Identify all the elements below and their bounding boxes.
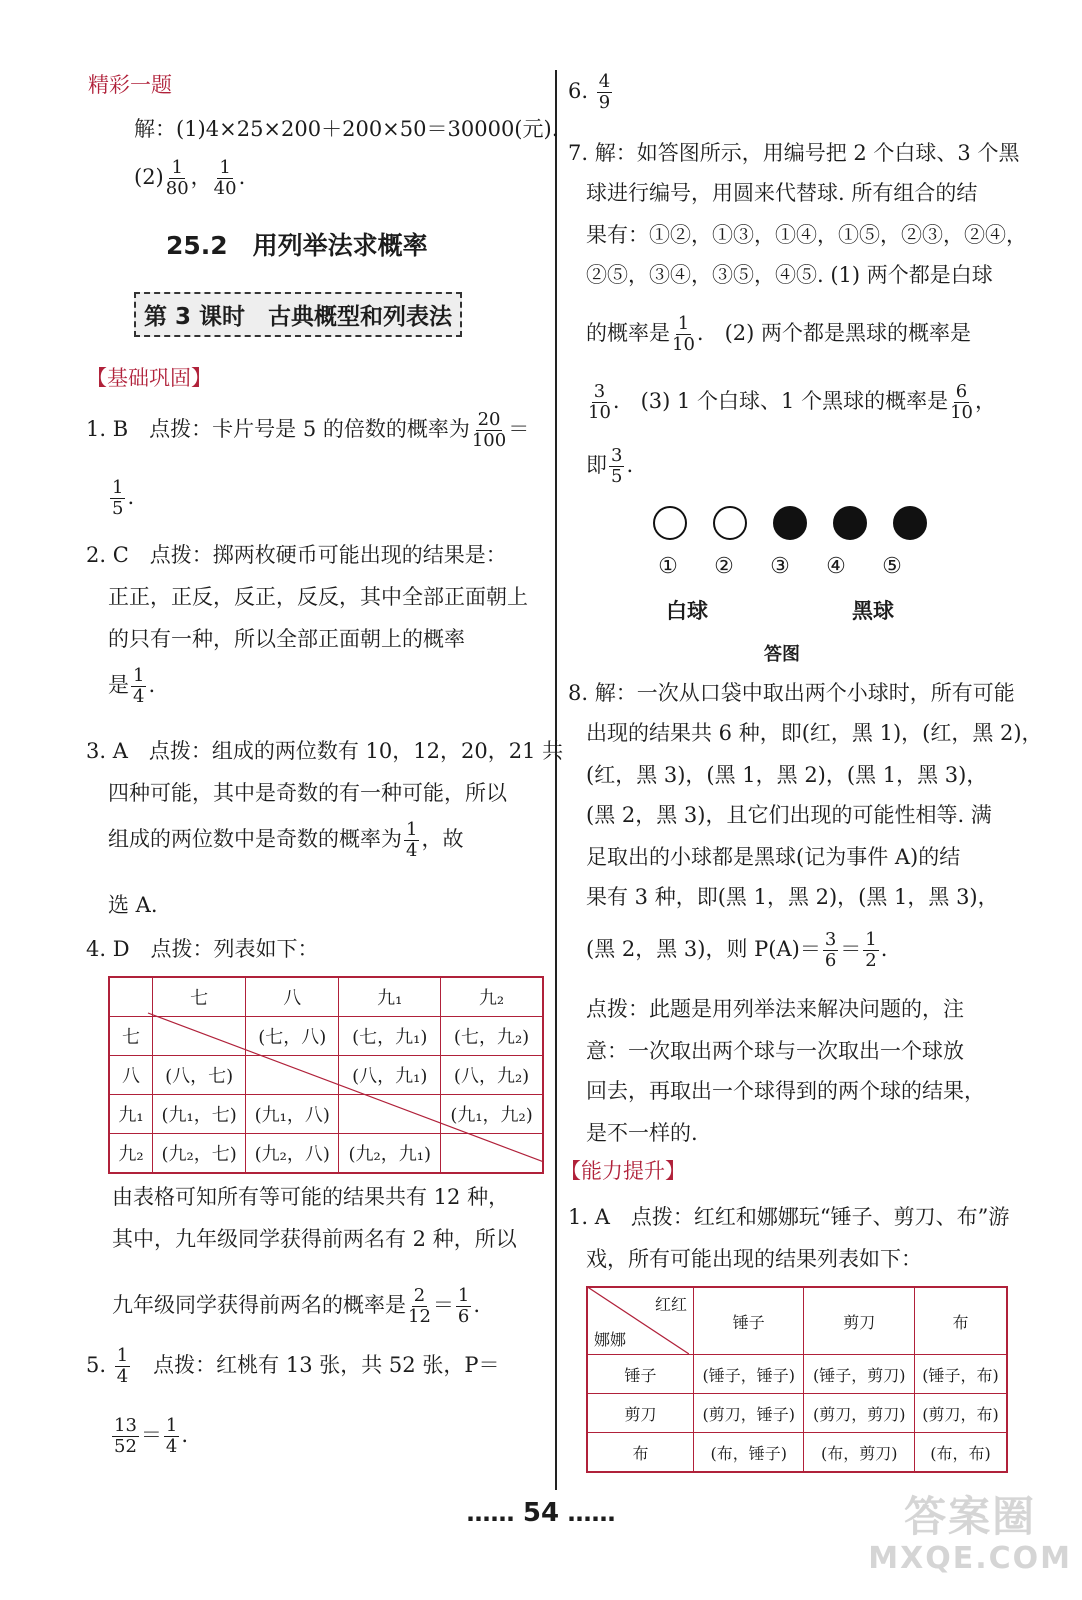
table-cell: (剪刀，布) [914,1394,1007,1433]
q8-line1: 8. 解：一次从口袋中取出两个小球时，所有可能 [568,681,1015,705]
black-ball-icon [773,506,807,540]
table-cell: 九₁ [109,1095,153,1134]
fraction: $\frac{13}{52}$ [114,1415,137,1457]
q7-line4: ②⑤，③④，③⑤，④⑤. (1) 两个都是白球 [586,263,993,287]
table-cell: 布 [587,1433,694,1473]
q3-line3: 组成的两位数中是奇数的概率为 $\frac{1}{4}$ ，故 [108,819,464,861]
table-cell: (布，锤子) [694,1433,804,1473]
fraction: $\frac{3}{10}$ [588,381,611,423]
fraction: $\frac{6}{10}$ [950,381,973,423]
table2 [586,1286,1008,1473]
fraction: $\frac{4}{9}$ [598,71,611,113]
q3-line1: 3. A 点拨：组成的两位数有 10，12，20，21 共 [86,739,564,763]
table-row [109,1095,543,1134]
q8-line2: 出现的结果共 6 种，即(红，黑 1)，(红，黑 2)， [586,721,1043,745]
q8-line6: 果有 3 种，即(黑 1，黑 2)，(黑 1，黑 3)， [586,885,999,909]
fraction: $\frac{1}{2}$ [865,929,877,971]
fraction: $\frac{1}{80}$ [165,157,189,199]
q2-line3: 的只有一种，所以全部正面朝上的概率 [108,627,465,651]
q8-line7: (黑 2，黑 3)，则 P(A)＝ $\frac{3}{6}$ ＝ $\frac{1}{2}$ . [586,929,888,971]
table-cell: (八，九₁) [339,1056,441,1095]
page-footer: …… 54 …… [466,1498,616,1528]
black-ball-icon [833,506,867,540]
q1-line2: $\frac{1}{5}$ . [112,477,135,519]
q4-line4: 九年级同学获得前两名的概率是 $\frac{2}{12}$ ＝ $\frac{1}{6}$ . [112,1285,481,1327]
table-row [587,1287,1007,1355]
q1-line1: 1. B 点拨：卡片号是 5 的倍数的概率为 $\frac{20}{100}$ ＝ [86,409,530,451]
fraction: $\frac{1}{40}$ [213,157,237,199]
q7-line3: 果有：①②，①③，①④，①⑤，②③，②④， [586,223,1027,247]
table-cell: 剪刀 [804,1287,914,1355]
table-cell: (剪刀，锤子) [694,1394,804,1433]
q8-note3: 回去，再取出一个球得到的两个球的结果， [586,1079,985,1103]
fraction: $\frac{1}{10}$ [672,313,695,355]
table-cell: 九₂ [441,977,543,1017]
table-cell: (八，九₂) [441,1056,543,1095]
table-cell [246,1056,339,1095]
q7-line5: 的概率是 $\frac{1}{10}$ . (2) 两个都是黑球的概率是 [586,313,972,355]
table-row [109,1056,543,1095]
table-cell: 锤子 [694,1287,804,1355]
q5-line2: $\frac{13}{52}$ ＝ $\frac{1}{4}$ . [114,1415,189,1457]
fraction: $\frac{1}{4}$ [133,665,145,707]
table-cell: (九₂，八) [246,1134,339,1174]
q2-line1: 2. C 点拨：掷两枚硬币可能出现的结果是： [86,543,507,567]
white-ball-icon [653,506,687,540]
q4-line1: 4. D 点拨：列表如下： [86,937,319,961]
black-ball-icon [893,506,927,540]
table-cell: 七 [109,1017,153,1056]
table-cell: (九₂，七) [153,1134,246,1174]
q7-line1: 7. 解：如答图所示，用编号把 2 个白球、3 个黑 [568,141,1020,165]
page-number: 54 [522,1498,560,1528]
q8-line4: (黑 2，黑 3)，且它们出现的可能性相等. 满 [586,803,992,827]
table-cell: (九₁，九₂) [441,1095,543,1134]
table-cell: (剪刀，剪刀) [804,1394,914,1433]
table-cell: 锤子 [587,1355,694,1394]
q7-line2: 球进行编号，用圆来代替球. 所有组合的结 [586,181,978,205]
jingcai-line1: 解：(1)4×25×200＋200×50＝30000(元). [134,117,559,141]
table-row [109,977,543,1017]
q7-line6: $\frac{3}{10}$ . (3) 1 个白球、1 个黑球的概率是 $\frac{6}{10}$ ， [588,381,996,423]
fraction: $\frac{1}{4}$ [406,819,418,861]
column-divider [555,70,557,1490]
nengli-heading: 【能力提升】 [560,1159,686,1183]
table-cell: (布，剪刀) [804,1433,914,1473]
table-cell: 九₁ [339,977,441,1017]
table-row [109,1134,543,1174]
white-ball-label: 白球 [666,599,708,623]
q8-line5: 足取出的小球都是黑球(记为事件 A)的结 [586,845,961,869]
table-cell: 九₂ [109,1134,153,1174]
table-cell: 剪刀 [587,1394,694,1433]
table-cell: (锤子，布) [914,1355,1007,1394]
table-cell: (九₂，九₁) [339,1134,441,1174]
table-cell: (八，七) [153,1056,246,1095]
table-cell [109,977,153,1017]
fraction: $\frac{1}{4}$ [165,1415,178,1457]
q8-line3: (红，黑 3)，(黑 1，黑 2)，(黑 1，黑 3)， [586,763,988,787]
balls-figure [640,506,940,544]
fraction: $\frac{1}{5}$ [112,477,124,519]
table-row [587,1355,1007,1394]
q8-note4: 是不一样的. [586,1121,698,1145]
q5-line1: 5. $\frac{1}{4}$ 点拨：红桃有 13 张，共 52 张，P＝ [86,1345,500,1387]
table-cell [339,1095,441,1134]
table-cell: 布 [914,1287,1007,1355]
fraction: $\frac{3}{6}$ [824,929,837,971]
q2-line4: 是 $\frac{1}{4}$ . [108,665,156,707]
table-row [109,1017,543,1056]
table-cell: (锤子，锤子) [694,1355,804,1394]
table-cell: (七，八) [246,1017,339,1056]
table-cell: 八 [246,977,339,1017]
q3-line4: 选 A. [108,893,158,917]
ball-numbers: ① ② ③ ④ ⑤ [658,554,902,579]
table-cell: (七，九₁) [339,1017,441,1056]
table-cell: (九₁，八) [246,1095,339,1134]
q8-note1: 点拨：此题是用列举法来解决问题的，注 [586,997,964,1021]
table-cell [441,1134,543,1174]
jichu-heading: 【基础巩固】 [86,366,212,390]
figure-caption: 答图 [764,644,800,665]
fraction: $\frac{1}{4}$ [116,1345,129,1387]
table-cell: 八 [109,1056,153,1095]
fraction: $\frac{2}{12}$ [408,1285,431,1327]
fraction: $\frac{1}{6}$ [457,1285,470,1327]
fraction: $\frac{3}{5}$ [611,445,623,487]
table-row [587,1433,1007,1473]
white-ball-icon [713,506,747,540]
table-cell: (九₁，七) [153,1095,246,1134]
n1-line1: 1. A 点拨：红红和娜娜玩“锤子、剪刀、布”游 [568,1205,1010,1229]
table-cell: (七，九₂) [441,1017,543,1056]
q2-line2: 正正，正反，反正，反反，其中全部正面朝上 [108,585,528,609]
table-cell: 七 [153,977,246,1017]
table-corner-cell: 红红 娜娜 [587,1287,694,1355]
table-cell [153,1017,246,1056]
watermark-logo: 答案圈 MXQE.COM [868,1492,1072,1576]
q4-line2: 由表格可知所有等可能的结果共有 12 种， [112,1185,510,1209]
lesson-title: 第 3 课时 古典概型和列表法 [134,292,462,337]
q6-line: 6. $\frac{4}{9}$ [568,71,611,113]
table-row [587,1394,1007,1433]
fraction: $\frac{20}{100}$ [471,409,507,451]
jingcai-heading: 精彩一题 [88,73,172,97]
q8-note2: 意：一次取出两个球与一次取出一个球放 [586,1039,964,1063]
n1-line2: 戏，所有可能出现的结果列表如下： [586,1247,922,1271]
table-cell: (锤子，剪刀) [804,1355,914,1394]
q7-line7: 即 $\frac{3}{5}$ . [586,445,634,487]
table1 [108,976,544,1174]
q4-line3: 其中，九年级同学获得前两名有 2 种，所以 [112,1227,517,1251]
jingcai-line2: (2) $\frac{1}{80}$ ， $\frac{1}{40}$ . [134,157,246,199]
black-ball-label: 黑球 [852,599,894,623]
q3-line2: 四种可能，其中是奇数的有一种可能，所以 [108,781,507,805]
section-title: 25.2 用列举法求概率 [166,231,428,260]
table-cell: (布，布) [914,1433,1007,1473]
